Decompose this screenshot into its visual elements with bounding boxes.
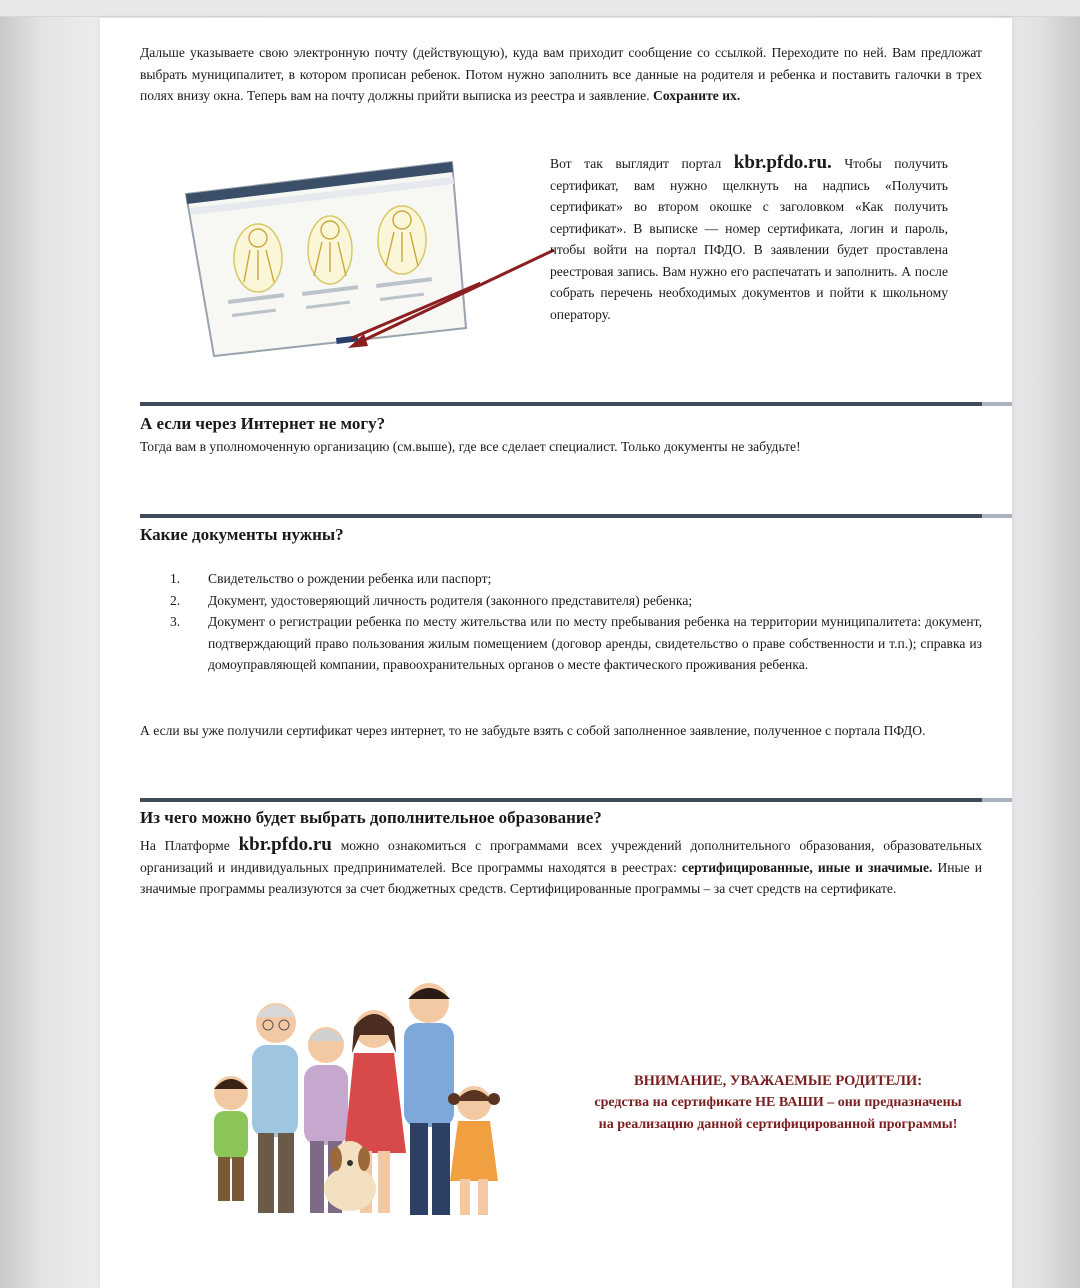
portal-paragraph bbox=[550, 152, 948, 325]
document-page bbox=[100, 18, 1012, 1288]
choice-bold: сертифицированные, иные и значимые. bbox=[681, 859, 933, 875]
choice-site-link: kbr.pfdo.ru bbox=[238, 834, 332, 855]
intro-paragraph bbox=[140, 42, 982, 107]
list-item: 3. Документ о регистрации ребенка по месту жительства или по месту пребывания ребенка на территории муниципалитета: документ, подтверждающий право пользования жилым помещением (договор аренды, свидетельство о праве собственности и т.п.); справка из домоуправляющей компании, правоохранительных органов о месте фактического проживания ребенка. bbox=[170, 614, 982, 672]
attention-notice bbox=[588, 1070, 968, 1136]
documents-list bbox=[170, 568, 982, 676]
portal-lead: Вот так выглядит портал bbox=[550, 156, 722, 171]
section-divider bbox=[140, 514, 1012, 518]
attention-text: средства на сертификате НЕ ВАШИ – они предназначены на реализацию данной сертифицированной программы! bbox=[594, 1095, 962, 1132]
no-internet-heading: А если через Интернет не могу? bbox=[140, 414, 386, 433]
arrow-icon bbox=[340, 246, 560, 356]
choice-heading: Из чего можно будет выбрать дополнительное образование? bbox=[140, 808, 602, 827]
list-item: 2. Документ, удостоверяющий личность родителя (законного представителя) ребенка; bbox=[170, 592, 693, 608]
intro-bold: Сохраните их. bbox=[653, 88, 741, 103]
top-bar bbox=[0, 0, 1080, 17]
documents-note: А если вы уже получили сертификат через интернет, то не забудьте взять с собой заполненное заявление, полученное с портала ПФДО. bbox=[140, 723, 926, 738]
section-divider bbox=[140, 798, 1012, 802]
family-illustration-image bbox=[200, 983, 510, 1223]
list-item: 1. Свидетельство о рождении ребенка или паспорт; bbox=[170, 571, 492, 586]
choice-lead: На Платформе bbox=[140, 838, 230, 853]
portal-site-link: kbr.pfdo.ru. bbox=[733, 152, 832, 173]
documents-heading: Какие документы нужны? bbox=[140, 525, 344, 544]
attention-title: ВНИМАНИЕ, УВАЖАЕМЫЕ РОДИТЕЛИ: bbox=[633, 1073, 923, 1089]
no-internet-text: Тогда вам в уполномоченную организацию (см.выше), где все сделает специалист. Только документы не забудьте! bbox=[140, 439, 801, 454]
portal-text: Чтобы получить сертификат, вам нужно щелкнуть на надпись «Получить сертификат» во втором окошке с заголовком «Как получить сертификат». В выписке — номер сертификата, логин и пароль, чтобы войти на портал ПФДО. В заявлении будет проставлена реестровая запись. Вам нужно его распечатать и заполнить. А после собрать перечень необходимых документов и пойти к школьному оператору. bbox=[550, 156, 948, 322]
intro-text: Дальше указываете свою электронную почту (действующую), куда вам приходит сообщение со ссылкой. Переходите по ней. Вам предложат выбрать муниципалитет, в котором прописан ребенок. Потом нужно заполнить все данные на родителя и ребенка и поставить галочки в трех полях внизу окна. Теперь вам на почту должны прийти выписка из реестра и заявление. bbox=[140, 45, 982, 103]
choice-paragraph: На Платформе kbr.pfdo.ru можно ознакомиться с программами всех учреждений дополнительного образования, образовательных организаций и индивидуальных предпринимателей. Все программы находятся в реестрах: сертифицированные, иные и значимые. Иные и значимые программы реализуются за счет бюджетных средств. Сертифицированные программы – за счет средств на сертификате. bbox=[140, 834, 983, 896]
section-divider bbox=[140, 402, 1012, 406]
